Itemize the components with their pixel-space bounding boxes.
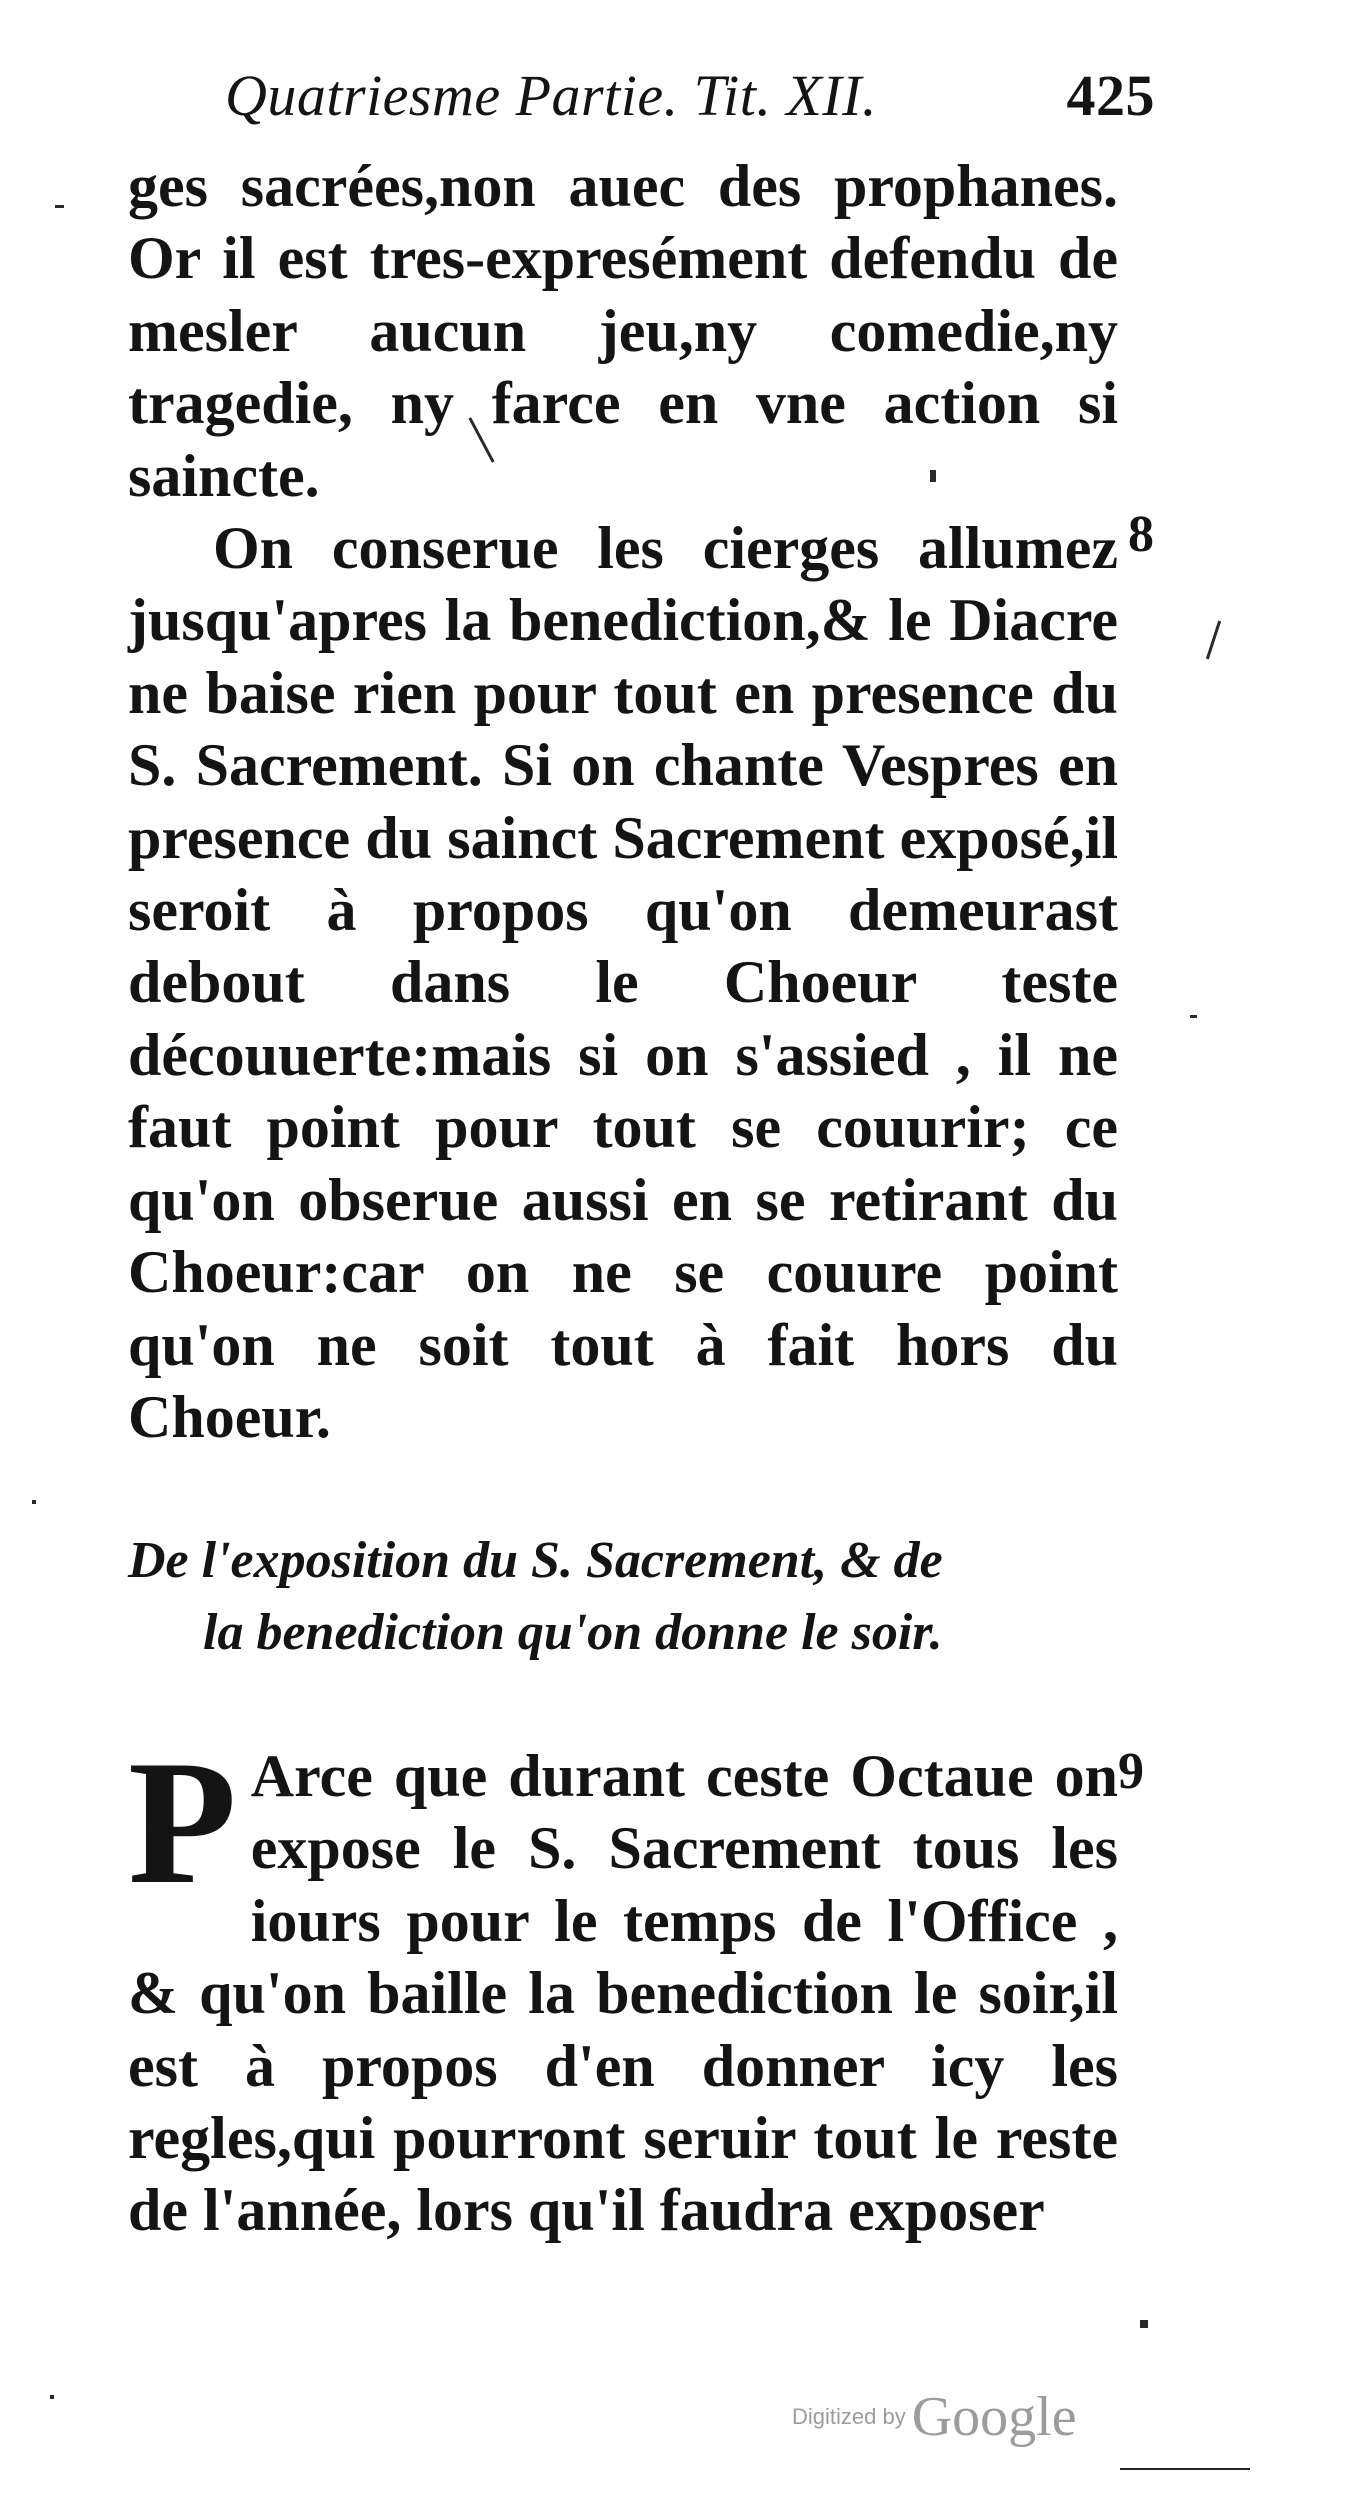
watermark-brand: Google [911, 2386, 1077, 2448]
section-heading-line-2: la benediction qu'on donne le soir. [203, 1604, 943, 1661]
running-head-title: Quatriesme Partie. Tit. XII. [225, 63, 877, 128]
section-heading [128, 1525, 1118, 1669]
scan-speck [1140, 2320, 1148, 2328]
paragraph-cierges: On conserue les cierges allumez jusqu'apres la benediction,& le Diacre ne baise rien pour tout en presence du S. Sacrement. Si on chante Vespres en presence du sainct Sacrement exposé,il seroit à propos qu'on demeurast debout dans le Choeur teste découuerte:mais si on s'assied , il ne faut point pour tout se couurir; ce qu'on obserue aussi en se retirant du Choeur:car on ne se couure point qu'on ne soit tout à fait hors du Choeur. [128, 515, 1118, 1450]
continuation-paragraph: ges sacrées,non auec des prophanes. Or il est tres-expresément defendu de mesler aucun jeu,ny comedie,ny tragedie, ny farce en vne action si saincte. [128, 153, 1118, 509]
paragraph-exposition: Arce que durant ceste Octaue on expose le S. Sacrement tous les iours pour le temps de l'Office , & qu'on baille la benediction le soir,il est à propos d'en donner icy les regles,qui pourront seruir tout le reste de l'année, lors qu'il faudra exposer [128, 1743, 1118, 2244]
section-heading-line-1: De l'exposition du S. Sacrement, & de [128, 1532, 943, 1589]
scan-speck [50, 2395, 54, 2399]
scan-speck [1206, 621, 1221, 660]
page-number: 425 [1066, 63, 1155, 128]
text-block-bottom [128, 1723, 1118, 2247]
margin-number-8: 8 [1128, 506, 1154, 563]
bottom-rule [1120, 2468, 1250, 2470]
margin-number-9: 9 [1118, 1743, 1144, 1800]
scan-speck [1190, 1015, 1197, 1018]
digitization-watermark [792, 2385, 1077, 2449]
scan-speck [55, 205, 64, 208]
scan-speck [32, 1500, 36, 1504]
text-block-top [128, 150, 1118, 1453]
watermark-prefix: Digitized by [792, 2404, 906, 2429]
drop-cap: P [128, 1723, 237, 1921]
running-head [225, 62, 1155, 152]
scan-speck [930, 470, 936, 482]
